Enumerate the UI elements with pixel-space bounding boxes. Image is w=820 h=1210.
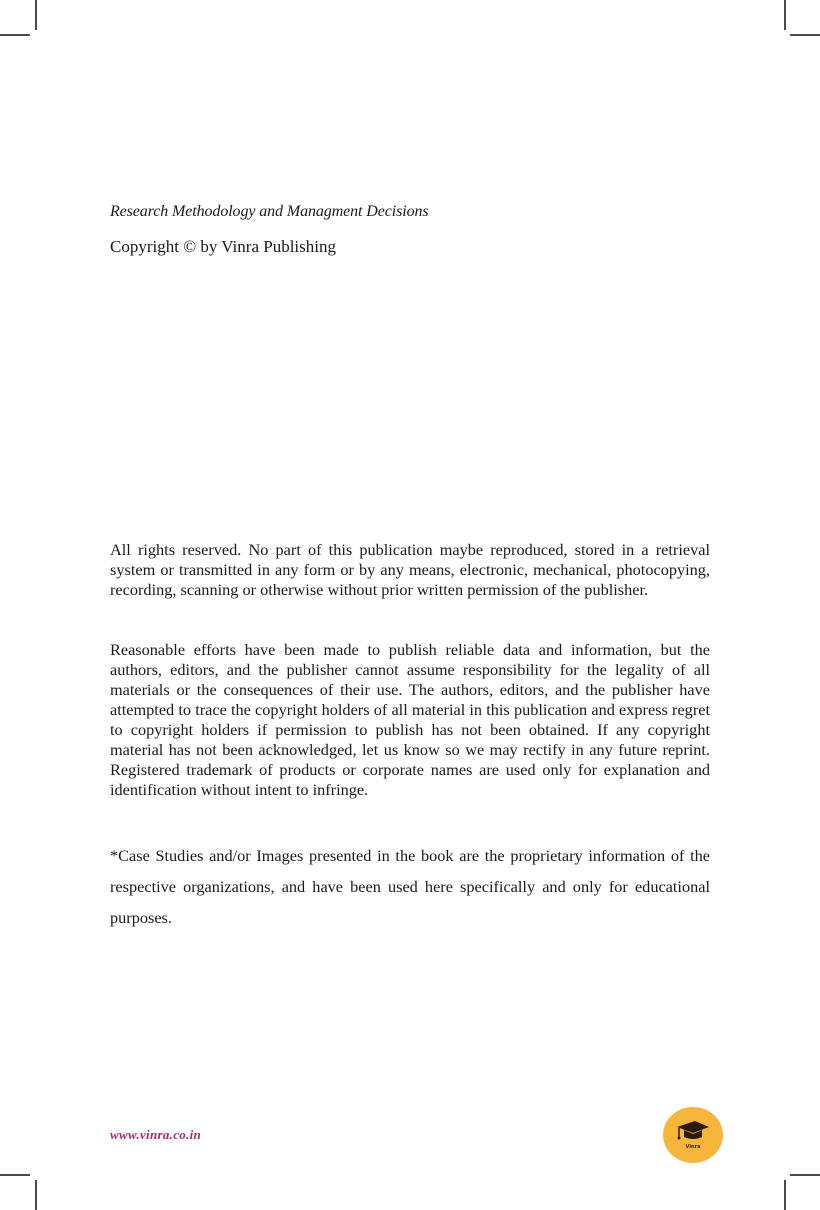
crop-mark-top-right-horizontal [790, 34, 820, 36]
book-title: Research Methodology and Managment Decisions [110, 203, 429, 220]
crop-mark-bottom-left-vertical [35, 1180, 37, 1210]
copyright-line: Copyright © by Vinra Publishing [110, 237, 336, 256]
disclaimer-paragraph: Reasonable efforts have been made to publish reliable data and information, but the authors, editors, and the publisher cannot assume responsibility for the legality of all materials or the consequences of their use. The authors, editors, and the publisher have attempted to trace the copyright holders of all material in this publication and express regret to copyright holders if permission to publish has not been obtained. If any copyright material has not been acknowledged, let us know so we may rectify in any future reprint. Registered trademark of products or corporate names are used only for explanation and identification without intent to infringe. [110, 640, 710, 799]
publisher-logo [663, 1107, 723, 1163]
crop-mark-top-right-vertical [784, 0, 786, 30]
graduation-cap-icon [675, 1119, 711, 1145]
crop-mark-bottom-left-horizontal [0, 1174, 30, 1176]
crop-mark-top-left-vertical [35, 0, 37, 30]
rights-paragraph: All rights reserved. No part of this publication maybe reproduced, stored in a retrieval system or transmitted in any form or by any means, electronic, mechanical, photocopying, recording, scanning or otherwise without prior written permission of the publisher. [110, 540, 710, 599]
publisher-url[interactable]: www.vinra.co.in [110, 1127, 202, 1142]
crop-mark-top-left-horizontal [0, 34, 30, 36]
crop-mark-bottom-right-horizontal [790, 1174, 820, 1176]
crop-mark-bottom-right-vertical [784, 1180, 786, 1210]
logo-text: Vinra [685, 1144, 701, 1150]
case-studies-paragraph: *Case Studies and/or Images presented in the book are the proprietary information of the respective organizations, and have been used here specifically and only for educational purposes. [110, 846, 710, 927]
